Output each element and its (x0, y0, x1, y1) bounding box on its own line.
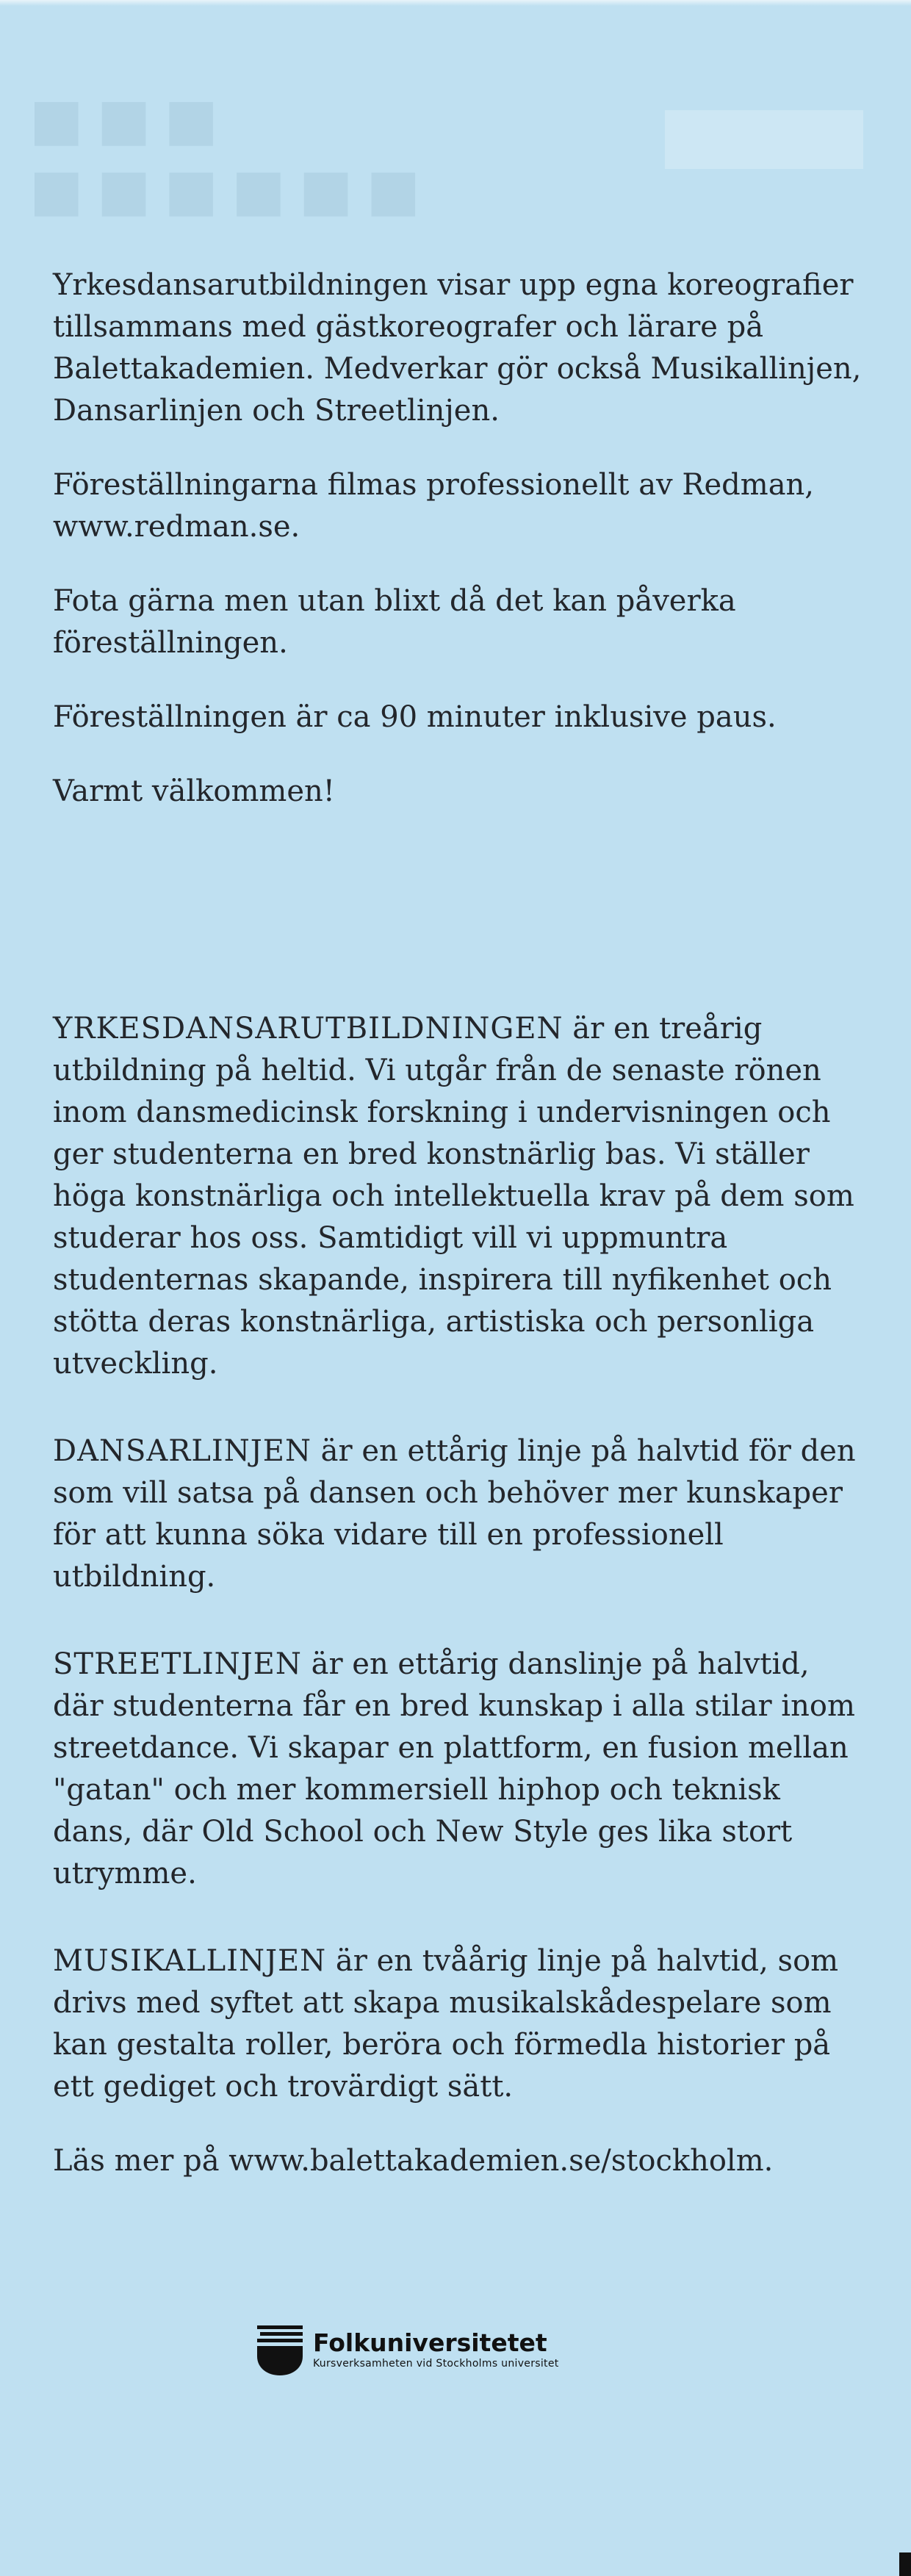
body-text (53, 265, 868, 2182)
scan-corner-mark (899, 2552, 911, 2576)
yrkes-paragraph (53, 1008, 868, 1385)
street-text: är en ettårig danslinje på halvtid, där studenterna får en bred kunskap i alla stilar inom streetdance. Vi skapar en plattform, en fusion mellan "gatan" och mer kommersiell hiphop och teknisk dans, där Old School och New Style ges lika stort utrymme. (53, 1647, 855, 1890)
filming-paragraph: Föreställningarna filmas professionellt av Redman, www.redman.se. (53, 468, 815, 544)
intro-paragraph: Yrkesdansarutbildningen visar upp egna koreografier tillsammans med gästkoreografer och lärare på Balettakademien. Medverkar gör också Musikallinjen, Dansarlinjen och Streetlinjen. (53, 268, 862, 428)
yrkes-heading: YRKESDANSARUTBILDNINGEN (53, 1012, 563, 1046)
street-heading: STREETLINJEN (53, 1647, 302, 1681)
folkuniversitetet-logo (257, 2325, 559, 2375)
dansar-paragraph (53, 1431, 868, 1598)
dansar-heading: DANSARLINJEN (53, 1434, 312, 1468)
welcome-paragraph: Varmt välkommen! (53, 774, 335, 808)
scan-edge (0, 0, 911, 6)
logo-tagline: Kursverksamheten vid Stockholms universitet (313, 2358, 559, 2370)
musikal-text: är en tvåårig linje på halvtid, som drivs med syftet att skapa musikalskådespelare som kan gestalta roller, beröra och förmedla historier på ett gediget och trovärdigt sätt. (53, 1944, 839, 2104)
musikal-heading: MUSIKALLINJEN (53, 1944, 327, 1978)
read-more-paragraph: Läs mer på www.balettakademien.se/stockholm. (53, 2144, 774, 2178)
photo-paragraph: Fota gärna men utan blixt då det kan påverka föreställningen. (53, 584, 736, 660)
logo-text (313, 2330, 559, 2371)
logo-name: Folkuniversitetet (313, 2328, 547, 2357)
street-paragraph (53, 1644, 868, 1895)
dansar-text: är en ettårig linje på halvtid för den som vill satsa på dansen och behöver mer kunskaper för att kunna söka vidare till en professionell utbildning. (53, 1434, 856, 1594)
musikal-paragraph (53, 1940, 868, 2108)
duration-paragraph: Föreställningen är ca 90 minuter inklusive paus. (53, 700, 777, 734)
folkuniversitetet-emblem-icon (257, 2325, 303, 2375)
show-through-decoration: ■■■ ■■■■■■ (29, 86, 434, 223)
show-through-box (665, 110, 863, 169)
yrkes-text: är en treårig utbildning på heltid. Vi utgår från de senaste rönen inom dansmedicinsk forskning i undervisningen och ger studenterna en bred konstnärlig bas. Vi ställer höga konstnärliga och intellektuella krav på dem som studerar hos oss. Samtidigt vill vi uppmuntra studenternas skapande, inspirera till nyfikenhet och stötta deras konstnärliga, artistiska och personliga utveckling. (53, 1012, 854, 1381)
